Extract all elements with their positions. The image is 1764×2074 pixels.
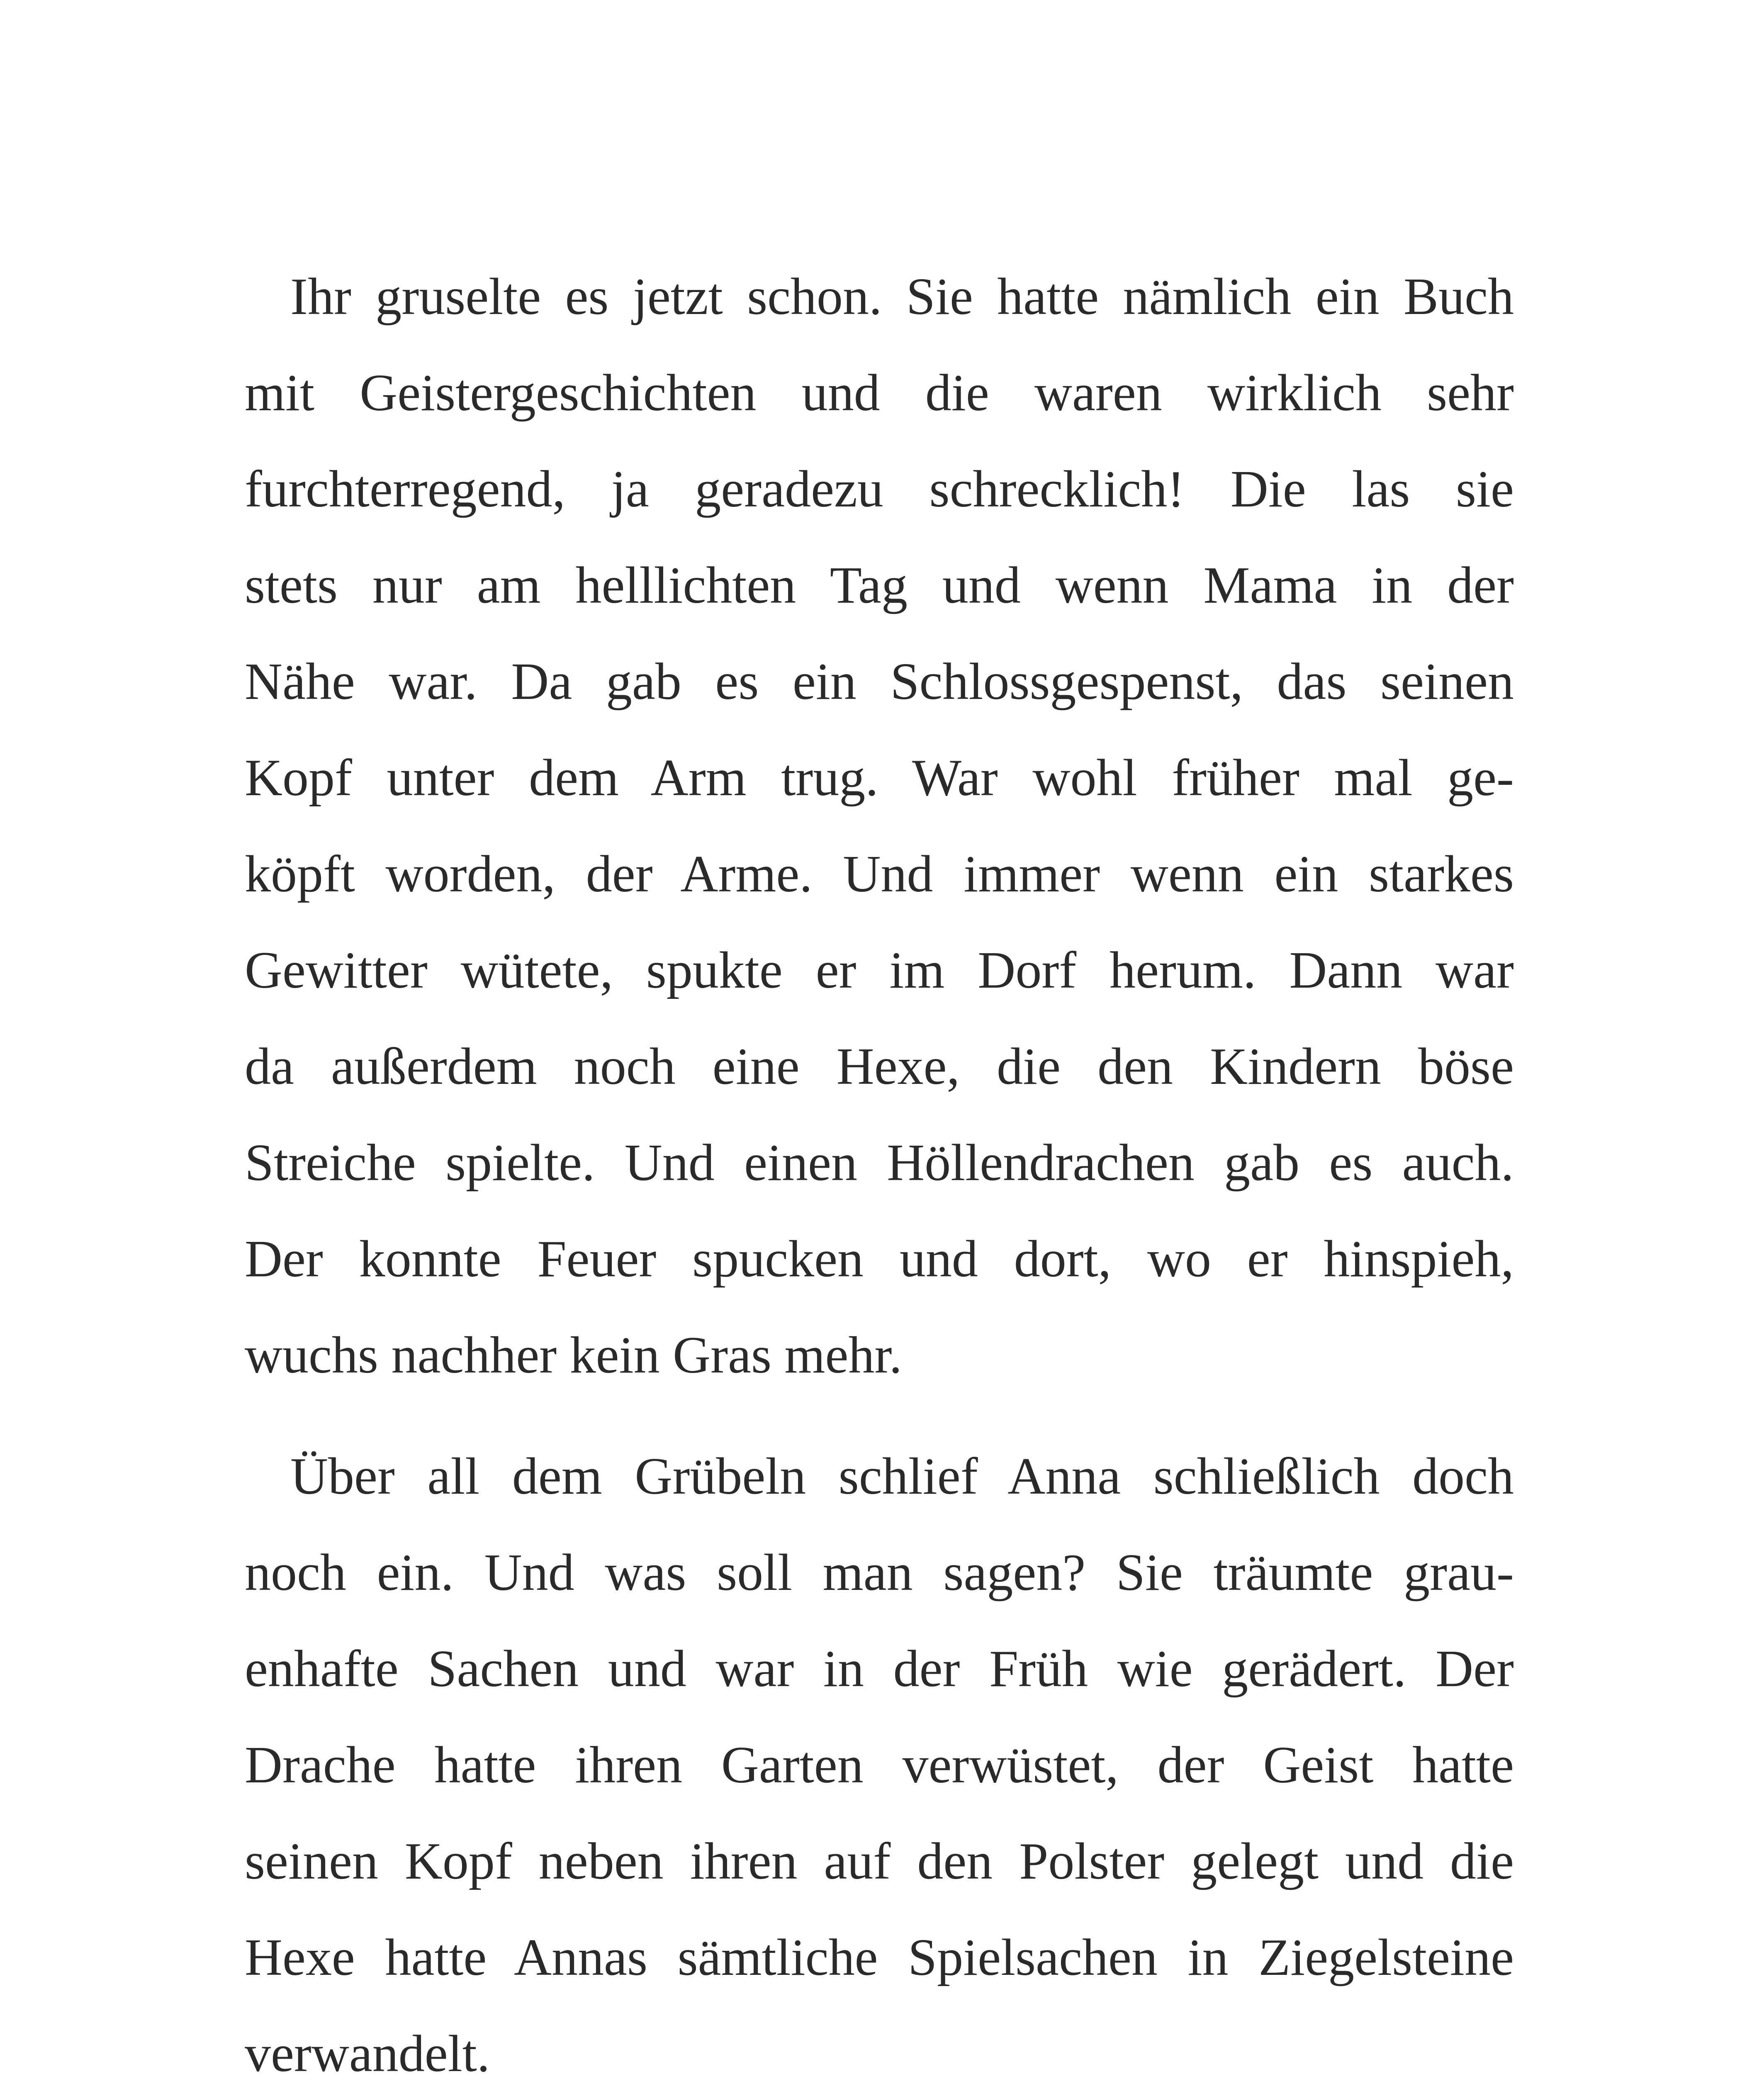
paragraph-1 [245,249,1514,1404]
text-line: seinen Kopf neben ihren auf den Polster gelegt und die [245,1833,1514,1890]
paragraph-2 [245,1429,1514,2074]
text-line: noch ein. Und was soll man sagen? Sie träumte grau- [245,1544,1514,1602]
text-line: verwandelt. [245,2025,490,2074]
text-line: furchterregend, ja geradezu schrecklich! Die las sie [245,460,1514,518]
text-line: da außerdem noch eine Hexe, die den Kindern böse [245,1038,1514,1095]
text-line: Drache hatte ihren Garten verwüstet, der Geist hatte [245,1736,1514,1794]
text-line: köpft worden, der Arme. Und immer wenn ein starkes [245,845,1514,903]
body-text [245,249,1514,2074]
text-line: Nähe war. Da gab es ein Schlossgespenst, das seinen [245,653,1514,711]
text-line: enhafte Sachen und war in der Früh wie gerädert. Der [245,1640,1514,1698]
text-line: wuchs nachher kein Gras mehr. [245,1327,902,1384]
text-line: stets nur am helllichten Tag und wenn Mama in der [245,557,1514,614]
text-line: Streiche spielte. Und einen Höllendrachen gab es auch. [245,1134,1514,1192]
text-line: Hexe hatte Annas sämtliche Spielsachen in Ziegelsteine [245,1929,1514,1986]
text-line: Über all dem Grübeln schlief Anna schließlich doch [290,1448,1514,1505]
text-line: Kopf unter dem Arm trug. War wohl früher mal ge- [245,749,1514,807]
text-line: Gewitter wütete, spukte er im Dorf herum. Dann war [245,942,1514,999]
text-line: mit Geistergeschichten und die waren wirklich sehr [245,364,1514,422]
text-line: Ihr gruselte es jetzt schon. Sie hatte nämlich ein Buch [290,268,1514,326]
text-line: Der konnte Feuer spucken und dort, wo er hinspieh, [245,1230,1514,1288]
paragraph-spacer [245,1404,1514,1429]
